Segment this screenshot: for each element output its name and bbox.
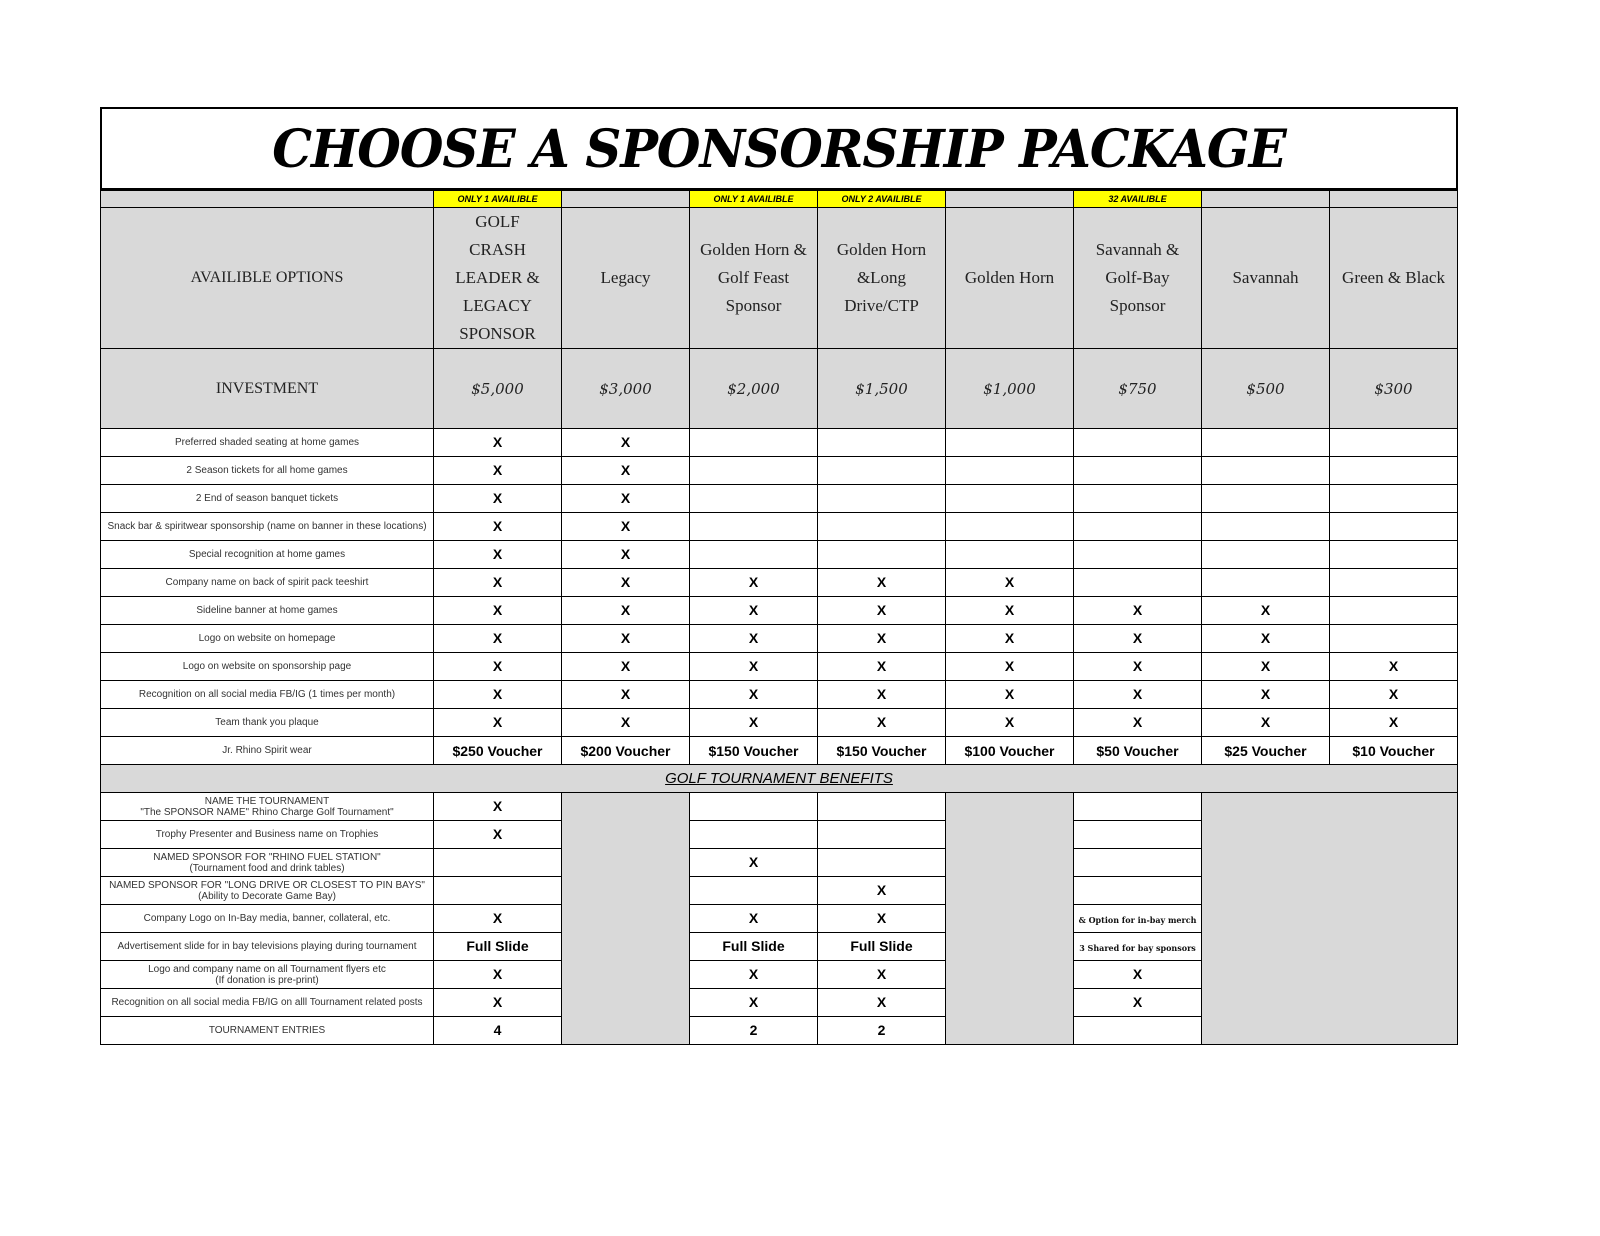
benefit-cell [434, 653, 562, 681]
benefit-cell [818, 709, 946, 737]
golf-benefit-value: & Option for in-bay merch [1078, 914, 1197, 925]
benefit-cell [946, 681, 1074, 709]
benefit-cell [1330, 653, 1458, 681]
benefit-cell [946, 569, 1074, 597]
benefit-cell [690, 681, 818, 709]
benefit-cell [1202, 457, 1330, 485]
check-mark: X [1004, 601, 1015, 618]
golf-benefit-value: X [492, 965, 503, 982]
golf-benefit-cell [434, 1017, 562, 1045]
benefit-cell [818, 569, 946, 597]
benefit-cell [1202, 485, 1330, 513]
check-mark: X [876, 601, 887, 618]
golf-benefit-subtitle: (Tournament food and drink tables) [189, 862, 345, 874]
benefit-cell [434, 597, 562, 625]
benefit-row [101, 485, 1458, 513]
benefit-cell [1074, 541, 1202, 569]
golf-benefit-label [101, 989, 434, 1017]
benefit-cell [1074, 597, 1202, 625]
check-mark: X [1004, 713, 1015, 730]
benefit-cell [1202, 681, 1330, 709]
check-mark: X [876, 657, 887, 674]
benefit-cell [818, 457, 946, 485]
check-mark: X [876, 573, 887, 590]
benefit-cell [1074, 625, 1202, 653]
golf-benefit-cell [690, 821, 818, 849]
benefit-cell [690, 569, 818, 597]
check-mark: X [492, 601, 503, 618]
availability-badge [946, 191, 1074, 208]
availability-badge [1330, 191, 1458, 208]
package-investment: $1,500 [818, 349, 946, 429]
golf-benefit-cell [1074, 793, 1202, 821]
benefit-cell [690, 625, 818, 653]
golf-benefit-cell [1074, 849, 1202, 877]
benefit-cell [690, 485, 818, 513]
golf-benefit-title: Company Logo on In-Bay media, banner, collateral, etc. [143, 913, 391, 924]
benefit-cell [562, 541, 690, 569]
benefit-cell [1074, 709, 1202, 737]
package-name: Golden Horn &Long Drive/CTP [818, 208, 946, 349]
check-mark: X [492, 545, 503, 562]
check-mark: X [1132, 713, 1143, 730]
golf-benefit-label [101, 821, 434, 849]
benefit-cell [690, 541, 818, 569]
benefit-cell [1202, 625, 1330, 653]
golf-benefit-value: X [876, 909, 887, 926]
benefit-cell [818, 429, 946, 457]
benefit-cell [1074, 457, 1202, 485]
package-investment: $300 [1330, 349, 1458, 429]
check-mark: X [748, 657, 759, 674]
golf-benefit-cell [690, 961, 818, 989]
benefit-cell [434, 709, 562, 737]
benefit-cell [562, 653, 690, 681]
package-investment: $750 [1074, 349, 1202, 429]
voucher-value: $25 Voucher [1202, 737, 1330, 765]
golf-benefit-value: Full Slide [722, 937, 785, 954]
benefit-cell [434, 513, 562, 541]
check-mark: X [1260, 629, 1271, 646]
benefit-label: Logo on website on sponsorship page [101, 653, 434, 681]
benefit-cell [946, 709, 1074, 737]
golf-benefit-cell [690, 793, 818, 821]
benefit-cell [1330, 625, 1458, 653]
check-mark: X [1260, 685, 1271, 702]
golf-benefit-label [101, 961, 434, 989]
voucher-value: $200 Voucher [562, 737, 690, 765]
golf-benefit-cell [1074, 933, 1202, 961]
benefit-cell [562, 709, 690, 737]
options-header: AVAILIBLE OPTIONS [101, 208, 434, 349]
golf-benefit-subtitle: (If donation is pre-print) [215, 974, 319, 986]
golf-benefit-value: X [876, 965, 887, 982]
benefit-cell [1202, 541, 1330, 569]
check-mark: X [1004, 657, 1015, 674]
benefit-cell [1074, 485, 1202, 513]
benefit-row [101, 457, 1458, 485]
check-mark: X [1004, 573, 1015, 590]
benefit-cell [1330, 541, 1458, 569]
check-mark: X [620, 573, 631, 590]
golf-benefit-cell [434, 849, 562, 877]
benefit-cell [434, 625, 562, 653]
benefit-cell [1330, 429, 1458, 457]
benefit-row [101, 681, 1458, 709]
benefit-cell [562, 513, 690, 541]
availability-badge [1202, 191, 1330, 208]
benefit-cell [946, 429, 1074, 457]
check-mark: X [620, 601, 631, 618]
golf-benefit-cell [690, 849, 818, 877]
golf-benefit-cell [818, 821, 946, 849]
voucher-value: $150 Voucher [818, 737, 946, 765]
not-applicable-block [946, 793, 1074, 1045]
package-investment: $5,000 [434, 349, 562, 429]
golf-benefit-value: Full Slide [850, 937, 913, 954]
benefit-cell [434, 485, 562, 513]
golf-benefit-label [101, 1017, 434, 1045]
golf-benefit-value: X [748, 853, 759, 870]
golf-benefit-cell [1074, 961, 1202, 989]
benefit-cell [1074, 681, 1202, 709]
benefit-cell [1330, 485, 1458, 513]
voucher-value: $100 Voucher [946, 737, 1074, 765]
golf-benefit-cell [690, 877, 818, 905]
golf-benefit-value: X [748, 993, 759, 1010]
package-name: Golden Horn [946, 208, 1074, 349]
availability-badge: 32 AVAILIBLE [1074, 191, 1202, 208]
benefit-cell [1074, 429, 1202, 457]
benefit-cell [946, 513, 1074, 541]
check-mark: X [748, 685, 759, 702]
investment-row [101, 349, 1458, 429]
golf-benefit-value: X [492, 909, 503, 926]
benefit-row [101, 597, 1458, 625]
golf-benefit-cell [1074, 905, 1202, 933]
benefit-label: Company name on back of spirit pack teeshirt [101, 569, 434, 597]
voucher-value: $150 Voucher [690, 737, 818, 765]
benefit-cell [1074, 513, 1202, 541]
benefit-cell [562, 681, 690, 709]
availability-badge: ONLY 2 AVAILIBLE [818, 191, 946, 208]
golf-benefit-cell [690, 933, 818, 961]
golf-benefit-cell [1074, 989, 1202, 1017]
check-mark: X [1132, 601, 1143, 618]
sponsorship-sheet [100, 107, 1458, 1045]
benefit-cell [690, 709, 818, 737]
benefit-cell [946, 485, 1074, 513]
golf-benefit-cell [818, 877, 946, 905]
package-investment: $500 [1202, 349, 1330, 429]
golf-benefit-cell [818, 793, 946, 821]
benefit-cell [818, 653, 946, 681]
golf-benefit-cell [690, 905, 818, 933]
benefit-row [101, 569, 1458, 597]
golf-benefit-cell [434, 961, 562, 989]
benefit-cell [818, 625, 946, 653]
not-applicable-block [562, 793, 690, 1045]
benefit-cell [1330, 709, 1458, 737]
golf-benefit-cell [434, 989, 562, 1017]
check-mark: X [876, 713, 887, 730]
golf-benefit-title: Logo and company name on all Tournament flyers etc [148, 963, 386, 975]
golf-benefit-value: 2 [877, 1021, 886, 1038]
benefit-cell [1074, 569, 1202, 597]
golf-benefit-value: X [492, 797, 503, 814]
golf-benefit-value: X [748, 965, 759, 982]
benefit-label: Sideline banner at home games [101, 597, 434, 625]
benefit-cell [818, 485, 946, 513]
benefit-row [101, 429, 1458, 457]
benefit-cell [690, 597, 818, 625]
benefit-row [101, 541, 1458, 569]
benefit-label: Logo on website on homepage [101, 625, 434, 653]
voucher-value: $10 Voucher [1330, 737, 1458, 765]
golf-benefit-cell [818, 905, 946, 933]
availability-badge [562, 191, 690, 208]
availability-row [101, 191, 1458, 208]
benefit-cell [1330, 569, 1458, 597]
benefit-cell [434, 541, 562, 569]
golf-benefit-title: Recognition on all social media FB/IG on alll Tournament related posts [111, 997, 423, 1008]
check-mark: X [620, 517, 631, 534]
benefit-cell [434, 569, 562, 597]
spirit-wear-label: Jr. Rhino Spirit wear [101, 737, 434, 765]
golf-benefit-value: X [748, 909, 759, 926]
benefit-label: Snack bar & spiritwear sponsorship (name on banner in these locations) [101, 513, 434, 541]
check-mark: X [748, 601, 759, 618]
golf-benefit-cell [818, 961, 946, 989]
benefit-cell [1202, 429, 1330, 457]
benefit-label: 2 Season tickets for all home games [101, 457, 434, 485]
check-mark: X [492, 573, 503, 590]
benefit-label: Team thank you plaque [101, 709, 434, 737]
check-mark: X [620, 685, 631, 702]
golf-benefit-value: X [492, 993, 503, 1010]
golf-benefit-cell [434, 793, 562, 821]
check-mark: X [1388, 657, 1399, 674]
benefit-cell [1202, 597, 1330, 625]
golf-benefit-cell [818, 989, 946, 1017]
check-mark: X [492, 713, 503, 730]
check-mark: X [492, 461, 503, 478]
golf-benefit-value: X [1132, 993, 1143, 1010]
golf-benefit-cell [1074, 877, 1202, 905]
benefit-label: Special recognition at home games [101, 541, 434, 569]
golf-benefit-value: 4 [493, 1021, 502, 1038]
benefit-cell [1202, 569, 1330, 597]
check-mark: X [620, 461, 631, 478]
golf-section-cell [101, 765, 1458, 793]
benefit-cell [1202, 653, 1330, 681]
benefit-label: 2 End of season banquet tickets [101, 485, 434, 513]
benefit-cell [818, 541, 946, 569]
check-mark: X [492, 657, 503, 674]
golf-benefit-label [101, 849, 434, 877]
benefit-row [101, 513, 1458, 541]
availability-label-cell [101, 191, 434, 208]
benefit-cell [1330, 681, 1458, 709]
benefit-cell [946, 597, 1074, 625]
benefit-cell [818, 513, 946, 541]
package-investment: $2,000 [690, 349, 818, 429]
availability-badge: ONLY 1 AVAILIBLE [690, 191, 818, 208]
check-mark: X [620, 713, 631, 730]
package-name: GOLF CRASH LEADER & LEGACY SPONSOR [434, 208, 562, 349]
title-box [100, 107, 1458, 190]
check-mark: X [748, 629, 759, 646]
check-mark: X [1260, 601, 1271, 618]
golf-section-row [101, 765, 1458, 793]
check-mark: X [876, 685, 887, 702]
golf-benefit-cell [434, 933, 562, 961]
check-mark: X [748, 573, 759, 590]
golf-benefit-value: X [492, 825, 503, 842]
benefit-label: Recognition on all social media FB/IG (1 times per month) [101, 681, 434, 709]
check-mark: X [1260, 657, 1271, 674]
check-mark: X [876, 629, 887, 646]
golf-benefit-label [101, 793, 434, 821]
check-mark: X [492, 489, 503, 506]
benefit-cell [562, 485, 690, 513]
benefit-cell [690, 429, 818, 457]
golf-benefit-cell [434, 821, 562, 849]
benefit-row [101, 709, 1458, 737]
check-mark: X [1388, 713, 1399, 730]
package-name: Savannah [1202, 208, 1330, 349]
golf-benefit-cell [690, 1017, 818, 1045]
golf-benefit-value: 2 [749, 1021, 758, 1038]
benefit-cell [1330, 513, 1458, 541]
benefit-cell [562, 457, 690, 485]
benefit-cell [1202, 513, 1330, 541]
package-name: Savannah & Golf-Bay Sponsor [1074, 208, 1202, 349]
benefit-label: Preferred shaded seating at home games [101, 429, 434, 457]
voucher-value: $50 Voucher [1074, 737, 1202, 765]
golf-benefit-value: X [1132, 965, 1143, 982]
package-name: Green & Black [1330, 208, 1458, 349]
investment-label: INVESTMENT [101, 349, 434, 429]
golf-benefit-value: X [876, 993, 887, 1010]
golf-benefit-subtitle: (Ability to Decorate Game Bay) [198, 890, 336, 902]
golf-benefit-title: Trophy Presenter and Business name on Trophies [155, 829, 379, 840]
check-mark: X [492, 685, 503, 702]
golf-benefit-label [101, 933, 434, 961]
benefit-row [101, 653, 1458, 681]
golf-benefit-cell [690, 989, 818, 1017]
check-mark: X [1260, 713, 1271, 730]
benefit-row [101, 625, 1458, 653]
availability-badge: ONLY 1 AVAILIBLE [434, 191, 562, 208]
benefit-cell [1202, 709, 1330, 737]
check-mark: X [1132, 657, 1143, 674]
golf-benefit-cell [818, 933, 946, 961]
golf-benefit-value: X [876, 881, 887, 898]
golf-section-title: GOLF TOURNAMENT BENEFITS [665, 770, 893, 787]
benefit-cell [946, 541, 1074, 569]
benefit-cell [946, 457, 1074, 485]
golf-benefit-title: NAMED SPONSOR FOR "RHINO FUEL STATION" [153, 851, 381, 863]
golf-benefit-label [101, 905, 434, 933]
check-mark: X [1132, 685, 1143, 702]
check-mark: X [492, 433, 503, 450]
package-investment: $1,000 [946, 349, 1074, 429]
benefit-cell [818, 597, 946, 625]
golf-benefit-cell [1074, 1017, 1202, 1045]
check-mark: X [620, 657, 631, 674]
golf-benefit-cell [434, 877, 562, 905]
golf-benefit-title: NAME THE TOURNAMENT [204, 795, 330, 807]
benefit-cell [690, 457, 818, 485]
package-investment: $3,000 [562, 349, 690, 429]
check-mark: X [1004, 685, 1015, 702]
package-name: Legacy [562, 208, 690, 349]
benefit-cell [1330, 457, 1458, 485]
golf-benefit-title: TOURNAMENT ENTRIES [208, 1025, 326, 1036]
benefit-cell [946, 625, 1074, 653]
golf-benefit-cell [818, 849, 946, 877]
benefit-cell [1330, 597, 1458, 625]
benefit-cell [690, 513, 818, 541]
check-mark: X [620, 545, 631, 562]
benefit-cell [818, 681, 946, 709]
golf-benefit-title: NAMED SPONSOR FOR "LONG DRIVE OR CLOSEST TO PIN BAYS" [109, 879, 425, 891]
golf-benefit-subtitle: "The SPONSOR NAME" Rhino Charge Golf Tournament" [140, 806, 394, 818]
sponsorship-table [100, 190, 1458, 1045]
benefit-cell [1074, 653, 1202, 681]
check-mark: X [1132, 629, 1143, 646]
golf-benefit-cell [818, 1017, 946, 1045]
check-mark: X [620, 629, 631, 646]
benefit-cell [434, 681, 562, 709]
golf-benefit-row [101, 793, 1458, 821]
check-mark: X [1388, 685, 1399, 702]
package-name-row [101, 208, 1458, 349]
golf-benefit-value: 3 Shared for bay sponsors [1079, 942, 1196, 953]
golf-benefit-title: Advertisement slide for in bay televisions playing during tournament [117, 941, 417, 952]
benefit-cell [562, 625, 690, 653]
check-mark: X [620, 489, 631, 506]
benefit-cell [562, 429, 690, 457]
page-title: CHOOSE A SPONSORSHIP PACKAGE [272, 117, 1286, 180]
golf-benefit-value: Full Slide [466, 937, 529, 954]
golf-benefit-cell [434, 905, 562, 933]
check-mark: X [748, 713, 759, 730]
check-mark: X [492, 517, 503, 534]
benefit-cell [562, 569, 690, 597]
benefit-cell [562, 597, 690, 625]
not-applicable-block [1202, 793, 1458, 1045]
package-name: Golden Horn & Golf Feast Sponsor [690, 208, 818, 349]
check-mark: X [620, 433, 631, 450]
spirit-wear-row [101, 737, 1458, 765]
voucher-value: $250 Voucher [434, 737, 562, 765]
benefit-cell [434, 429, 562, 457]
check-mark: X [1004, 629, 1015, 646]
check-mark: X [492, 629, 503, 646]
benefit-cell [946, 653, 1074, 681]
golf-benefit-cell [1074, 821, 1202, 849]
benefit-cell [434, 457, 562, 485]
benefit-cell [690, 653, 818, 681]
golf-benefit-label [101, 877, 434, 905]
